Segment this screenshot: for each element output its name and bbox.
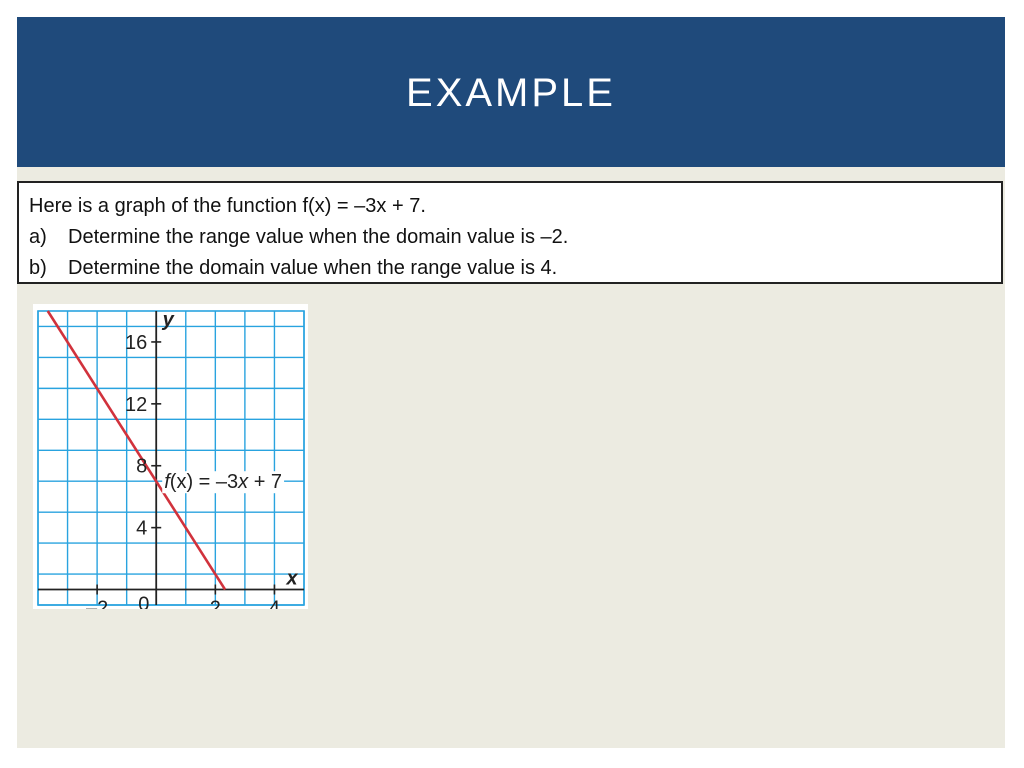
- annotation-suffix: + 7: [248, 471, 283, 494]
- part-b-text: Determine the domain value when the range value is 4.: [68, 257, 558, 279]
- part-a-text: Determine the range value when the domain value is –2.: [68, 226, 569, 248]
- x-axis-label: x: [286, 567, 298, 590]
- problem-part-a: [29, 223, 991, 254]
- function-graph: [33, 304, 308, 609]
- slide-title: EXAMPLE: [406, 70, 616, 115]
- y-tick-label: 16: [124, 331, 148, 354]
- function-annotation: [164, 471, 282, 493]
- part-b-tag: b): [29, 257, 47, 279]
- y-tick-label: 4: [136, 517, 148, 540]
- x-tick-label: 4: [268, 597, 281, 609]
- part-a-tag: a): [29, 226, 47, 248]
- problem-part-b: [29, 254, 991, 285]
- y-axis-label: y: [162, 309, 174, 331]
- grid-border: [38, 311, 304, 605]
- tick-labels: [86, 309, 298, 609]
- y-tick-label: 8: [136, 455, 148, 478]
- problem-textbox: [17, 181, 1003, 284]
- annotation-x: x: [238, 471, 249, 494]
- title-bar: [17, 17, 1005, 167]
- annotation-middle: (x) = –3: [169, 471, 239, 494]
- origin-label: 0: [138, 593, 150, 609]
- x-tick-label: –2: [85, 597, 109, 609]
- y-tick-label: 12: [124, 393, 148, 416]
- x-tick-label: 2: [209, 597, 221, 609]
- axes: [38, 311, 304, 605]
- graph-svg: [33, 304, 308, 609]
- problem-intro: Here is a graph of the function f(x) = –3x + 7.: [29, 195, 426, 217]
- grid-lines: [38, 311, 304, 605]
- annotation-f: f: [164, 471, 170, 494]
